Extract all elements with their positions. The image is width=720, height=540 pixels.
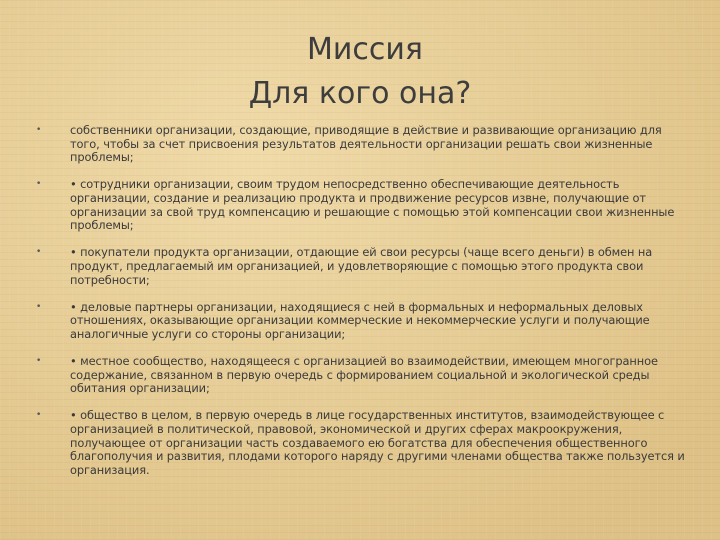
list-item-text: собственники организации, создающие, приводящие в действие и развивающие организацию для того, чтобы за счет присвоения результатов деятельности организации решать свои жизненные проблемы; — [70, 123, 662, 165]
bullet-marker: • — [36, 410, 42, 421]
list-item — [36, 124, 691, 165]
list-item-text: • сотрудники организации, своим трудом непосредственно обеспечивающие деятельность организации, создание и реализацию продукта и продвижение ресурсов извне, получающие от организации за свой труд компенсацию и решающие с помощью этой компенсации свои жизненные проблемы; — [70, 177, 675, 233]
bullet-marker: • — [36, 125, 42, 135]
list-item-text: • общество в целом, в первую очередь в лице государственных институтов, взаимодействующее с организацией в политической, правовой, экономической и других сферах макроокружения, получающее от организации часть создаваемого ею богатства для обеспечения общественного благополучия и развития, плодами которого наряду с другими членами общества также пользуется и организация. — [70, 408, 685, 477]
bullet-marker: • — [36, 179, 42, 190]
bullet-marker: • — [36, 247, 42, 258]
title-line-1: Миссия — [307, 32, 423, 67]
list-item — [36, 409, 691, 477]
title-line-2: Для кого она? — [248, 76, 472, 111]
list-item-text: • покупатели продукта организации, отдающие ей свои ресурсы (чаще всего деньги) в обмен на продукт, предлагаемый им организацией, и удовлетворяющие с помощью этого продукта свои потребности; — [70, 245, 653, 287]
list-item — [36, 355, 691, 396]
bullet-marker: • — [36, 301, 42, 312]
list-item — [36, 178, 691, 232]
list-item-text: • местное сообщество, находящееся с организацией во взаимодействии, имеющем многогранное содержание, связанном в первую очередь с формированием социальной и экологической среды обитания организации; — [70, 354, 658, 396]
list-item — [36, 301, 691, 342]
slide-title — [0, 28, 720, 116]
list-item-text: • деловые партнеры организации, находящиеся с ней в формальных и неформальных деловых отношениях, оказывающие организации коммерческие и некоммерческие услуги и получающие аналогичные услуги со стороны организации; — [70, 299, 650, 341]
stakeholder-list — [36, 124, 691, 491]
list-item — [36, 246, 691, 287]
bullet-marker: • — [36, 356, 42, 367]
